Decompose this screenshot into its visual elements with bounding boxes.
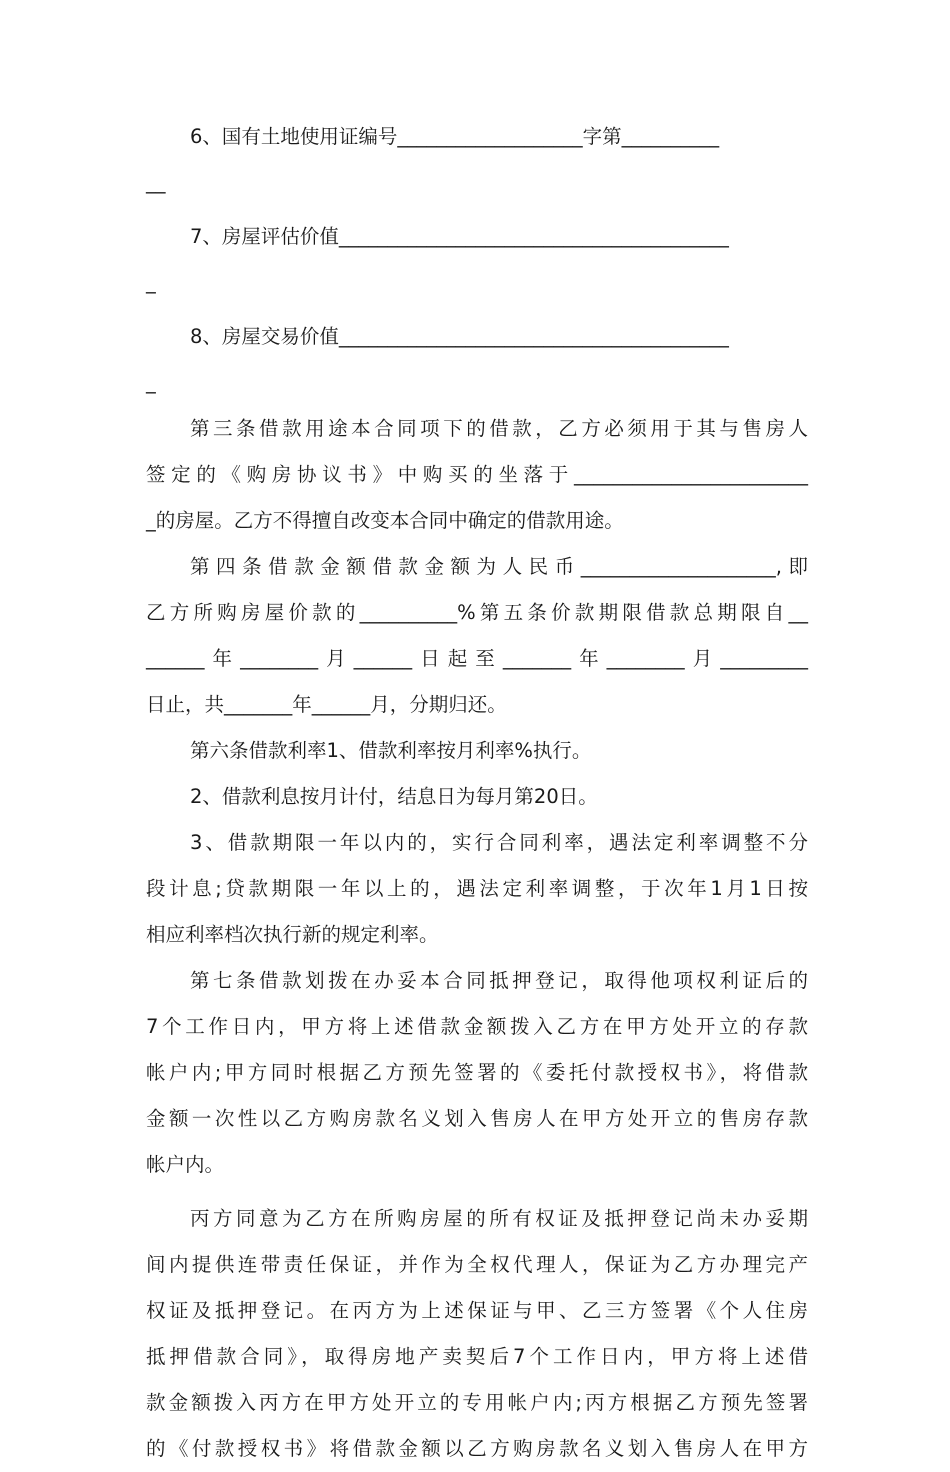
document-page bbox=[146, 114, 808, 1472]
article-3-line-3: _的房屋。乙方不得擅自改变本合同中确定的借款用途。 bbox=[146, 509, 624, 532]
guarantor-paragraph-line-5: 款金额拨入丙方在甲方处开立的专用帐户内;丙方根据乙方预先签署 bbox=[146, 1391, 808, 1414]
article-5-line-2: 日止，共_______年______月，分期归还。 bbox=[146, 693, 507, 716]
item-8-continuation: _ bbox=[146, 371, 156, 394]
article-6-item-1: 第六条借款利率1、借款利率按月利率%执行。 bbox=[190, 739, 592, 762]
item-7-appraised-value: 7、房屋评估价值________________________________________ bbox=[190, 225, 729, 248]
article-3-line-1: 第三条借款用途本合同项下的借款，乙方必须用于其与售房人 bbox=[190, 417, 808, 440]
item-6-land-certificate: 6、国有土地使用证编号___________________字第__________ bbox=[190, 125, 720, 148]
article-5-line-1: ______年________月______日起至_______年________月_________ bbox=[146, 647, 808, 670]
item-7-continuation: _ bbox=[146, 271, 156, 294]
guarantor-paragraph-line-1: 丙方同意为乙方在所购房屋的所有权证及抵押登记尚未办妥期 bbox=[190, 1207, 808, 1230]
item-8-transaction-value: 8、房屋交易价值________________________________________ bbox=[190, 325, 729, 348]
guarantor-paragraph-line-2: 间内提供连带责任保证，并作为全权代理人，保证为乙方办理完产 bbox=[146, 1253, 808, 1276]
article-6-item-3-line-3: 相应利率档次执行新的规定利率。 bbox=[146, 923, 439, 946]
guarantor-paragraph-line-6: 的《付款授权书》将借款金额以乙方购房款名义划入售房人在甲方 bbox=[146, 1437, 808, 1460]
article-7-line-5: 帐户内。 bbox=[146, 1153, 225, 1176]
article-3-line-2: 签定的《购房协议书》中购买的坐落于________________________ bbox=[146, 463, 808, 486]
article-4-line-1: 第四条借款金额借款金额为人民币____________________,即 bbox=[190, 555, 808, 578]
article-6-item-3-line-2: 段计息;贷款期限一年以上的，遇法定利率调整，于次年1月1日按 bbox=[146, 877, 808, 900]
article-7-line-1: 第七条借款划拨在办妥本合同抵押登记，取得他项权利证后的 bbox=[190, 969, 808, 992]
article-7-line-2: 7个工作日内，甲方将上述借款金额拨入乙方在甲方处开立的存款 bbox=[146, 1015, 808, 1038]
article-6-item-2: 2、借款利息按月计付，结息日为每月第20日。 bbox=[190, 785, 598, 808]
article-6-item-3-line-1: 3、借款期限一年以内的，实行合同利率，遇法定利率调整不分 bbox=[190, 831, 808, 854]
article-7-line-3: 帐户内;甲方同时根据乙方预先签署的《委托付款授权书》，将借款 bbox=[146, 1061, 808, 1084]
guarantor-paragraph-line-4: 抵押借款合同》，取得房地产卖契后7个工作日内，甲方将上述借 bbox=[146, 1345, 808, 1368]
article-4-line-2: 乙方所购房屋价款的__________%第五条价款期限借款总期限自__ bbox=[146, 601, 808, 624]
article-7-line-4: 金额一次性以乙方购房款名义划入售房人在甲方处开立的售房存款 bbox=[146, 1107, 808, 1130]
guarantor-paragraph-line-3: 权证及抵押登记。在丙方为上述保证与甲、乙三方签署《个人住房 bbox=[146, 1299, 808, 1322]
item-6-continuation: __ bbox=[146, 171, 166, 194]
